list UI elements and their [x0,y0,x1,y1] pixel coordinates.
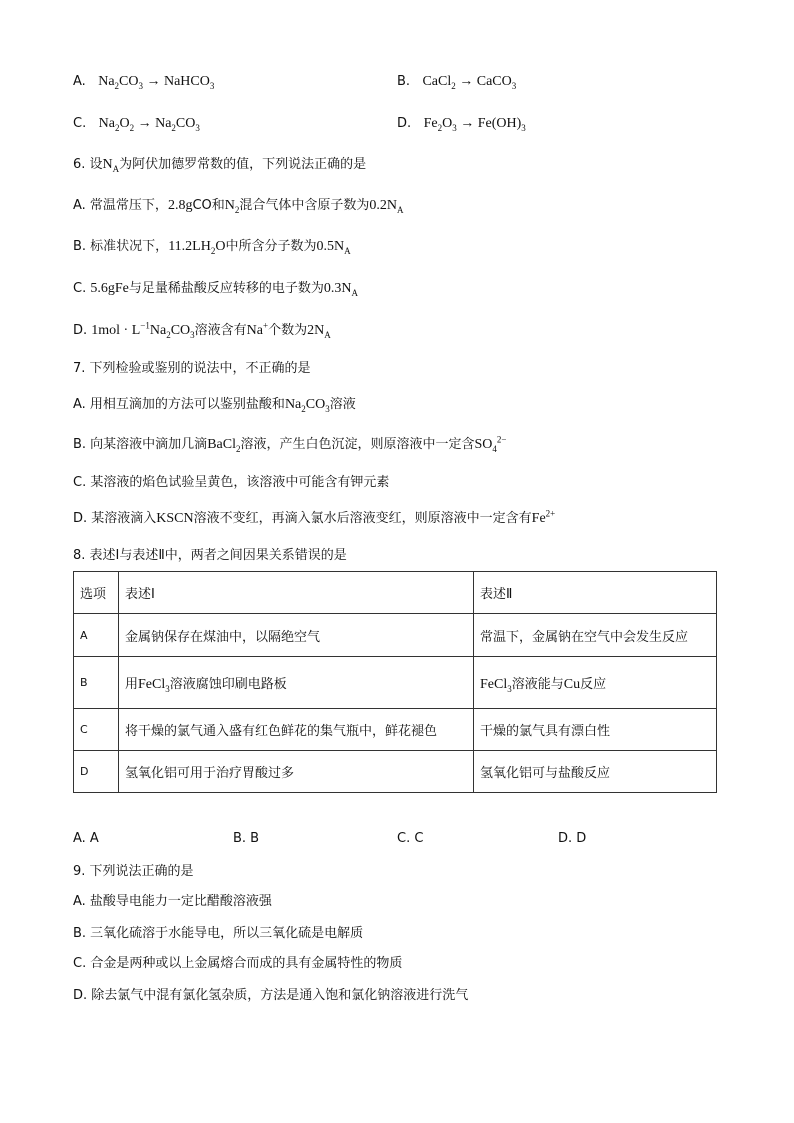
table-row [74,614,717,657]
q9-option-d: D. 除去氯气中混有氯化氢杂质，方法是通入饱和氯化钠溶液进行洗气 [73,988,469,1003]
q5-b-formula: CaCl$_2$ → CaCO$_3$ [422,74,517,91]
q9-stem: 9. 下列说法正确的是 [73,864,194,879]
table-header-row [74,572,717,614]
statement-1-cell: 用FeCl$_3$溶液腐蚀印刷电路板 [119,657,474,709]
q5-c-formula: $Na_2O_2 \to Na_2CO_3$ [98,116,200,133]
q5-d-formula: $Fe_2O_3 \to Fe(OH)_3$ [423,116,526,133]
option-cell: D [74,751,119,793]
q7-option-b: B. 向某溶液中滴加几滴BaCl$_2$溶液，产生白色沉淀，则原溶液中一定含$SO_4^{2-}$ [73,434,507,454]
table-row [74,709,717,751]
option-cell: B [74,657,119,709]
header-cell-option: 选项 [74,572,119,614]
q8-stem: 8. 表述Ⅰ与表述Ⅱ中，两者之间因果关系错误的是 [73,548,347,563]
option-cell: C [74,709,119,751]
q8-option-a: A. A [73,831,99,846]
statement-2-cell: 氢氧化铝可与盐酸反应 [474,751,717,793]
q5-a-formula: $Na_2CO_3$ → NaHCO$_3$ [98,74,215,91]
statement-1-cell: 金属钠保存在煤油中，以隔绝空气 [119,614,474,657]
q6-option-a: A. 常温常压下，2.8gCO和$N_2$混合气体中含原子数为$0.2N_A$ [73,198,404,215]
q5-option-c: C. $Na_2O_2 \to Na_2CO_3$ [73,116,200,133]
q7-option-d: D. 某溶液滴入KSCN溶液不变红，再滴入氯水后溶液变红，则原溶液中一定含有$Fe^{2+}$ [73,508,556,526]
q7-option-a: A. 用相互滴加的方法可以鉴别盐酸和$Na_2CO_3$溶液 [73,397,356,414]
table-row [74,751,717,793]
q7-stem: 7. 下列检验或鉴别的说法中，不正确的是 [73,361,311,376]
q6-option-c: C. 5.6gFe与足量稀盐酸反应转移的电子数为$0.3N_A$ [73,281,358,298]
q6-option-b: B. 标准状况下，$11.2LH_2O$中所含分子数为$0.5N_A$ [73,239,351,256]
q8-option-b: B. B [233,831,260,846]
q8-table [73,571,717,793]
q9-option-a: A. 盐酸导电能力一定比醋酸溶液强 [73,894,272,909]
statement-2-cell: 干燥的氯气具有漂白性 [474,709,717,751]
q7-option-c: C. 某溶液的焰色试验呈黄色，该溶液中可能含有钾元素 [73,475,390,490]
q5-option-b: B. CaCl$_2$ → CaCO$_3$ [397,74,517,91]
q5-option-a: A. $Na_2CO_3$ → NaHCO$_3$ [73,74,215,91]
option-cell: A [74,614,119,657]
q6-stem: 6. 设$N_A$为阿伏加德罗常数的值，下列说法正确的是 [73,157,367,174]
q5-option-d: D. $Fe_2O_3 \to Fe(OH)_3$ [397,116,526,133]
q6-option-d: D. $1mol \cdot L^{-1}Na_2CO_3$溶液含有Na+个数为$2N_A$ [73,320,331,340]
header-cell-statement-1: 表述Ⅰ [119,572,474,614]
q9-option-c: C. 合金是两种或以上金属熔合而成的具有金属特性的物质 [73,956,403,971]
statement-2-cell: FeCl$_3$溶液能与Cu反应 [474,657,717,709]
statement-1-cell: 氢氧化铝可用于治疗胃酸过多 [119,751,474,793]
statement-1-cell: 将干燥的氯气通入盛有红色鲜花的集气瓶中，鲜花褪色 [119,709,474,751]
header-cell-statement-2: 表述Ⅱ [474,572,717,614]
q8-option-d: D. D [558,831,587,846]
q9-option-b: B. 三氧化硫溶于水能导电，所以三氧化硫是电解质 [73,926,364,941]
q8-option-c: C. C [397,831,424,846]
statement-2-cell: 常温下，金属钠在空气中会发生反应 [474,614,717,657]
table-row [74,657,717,709]
